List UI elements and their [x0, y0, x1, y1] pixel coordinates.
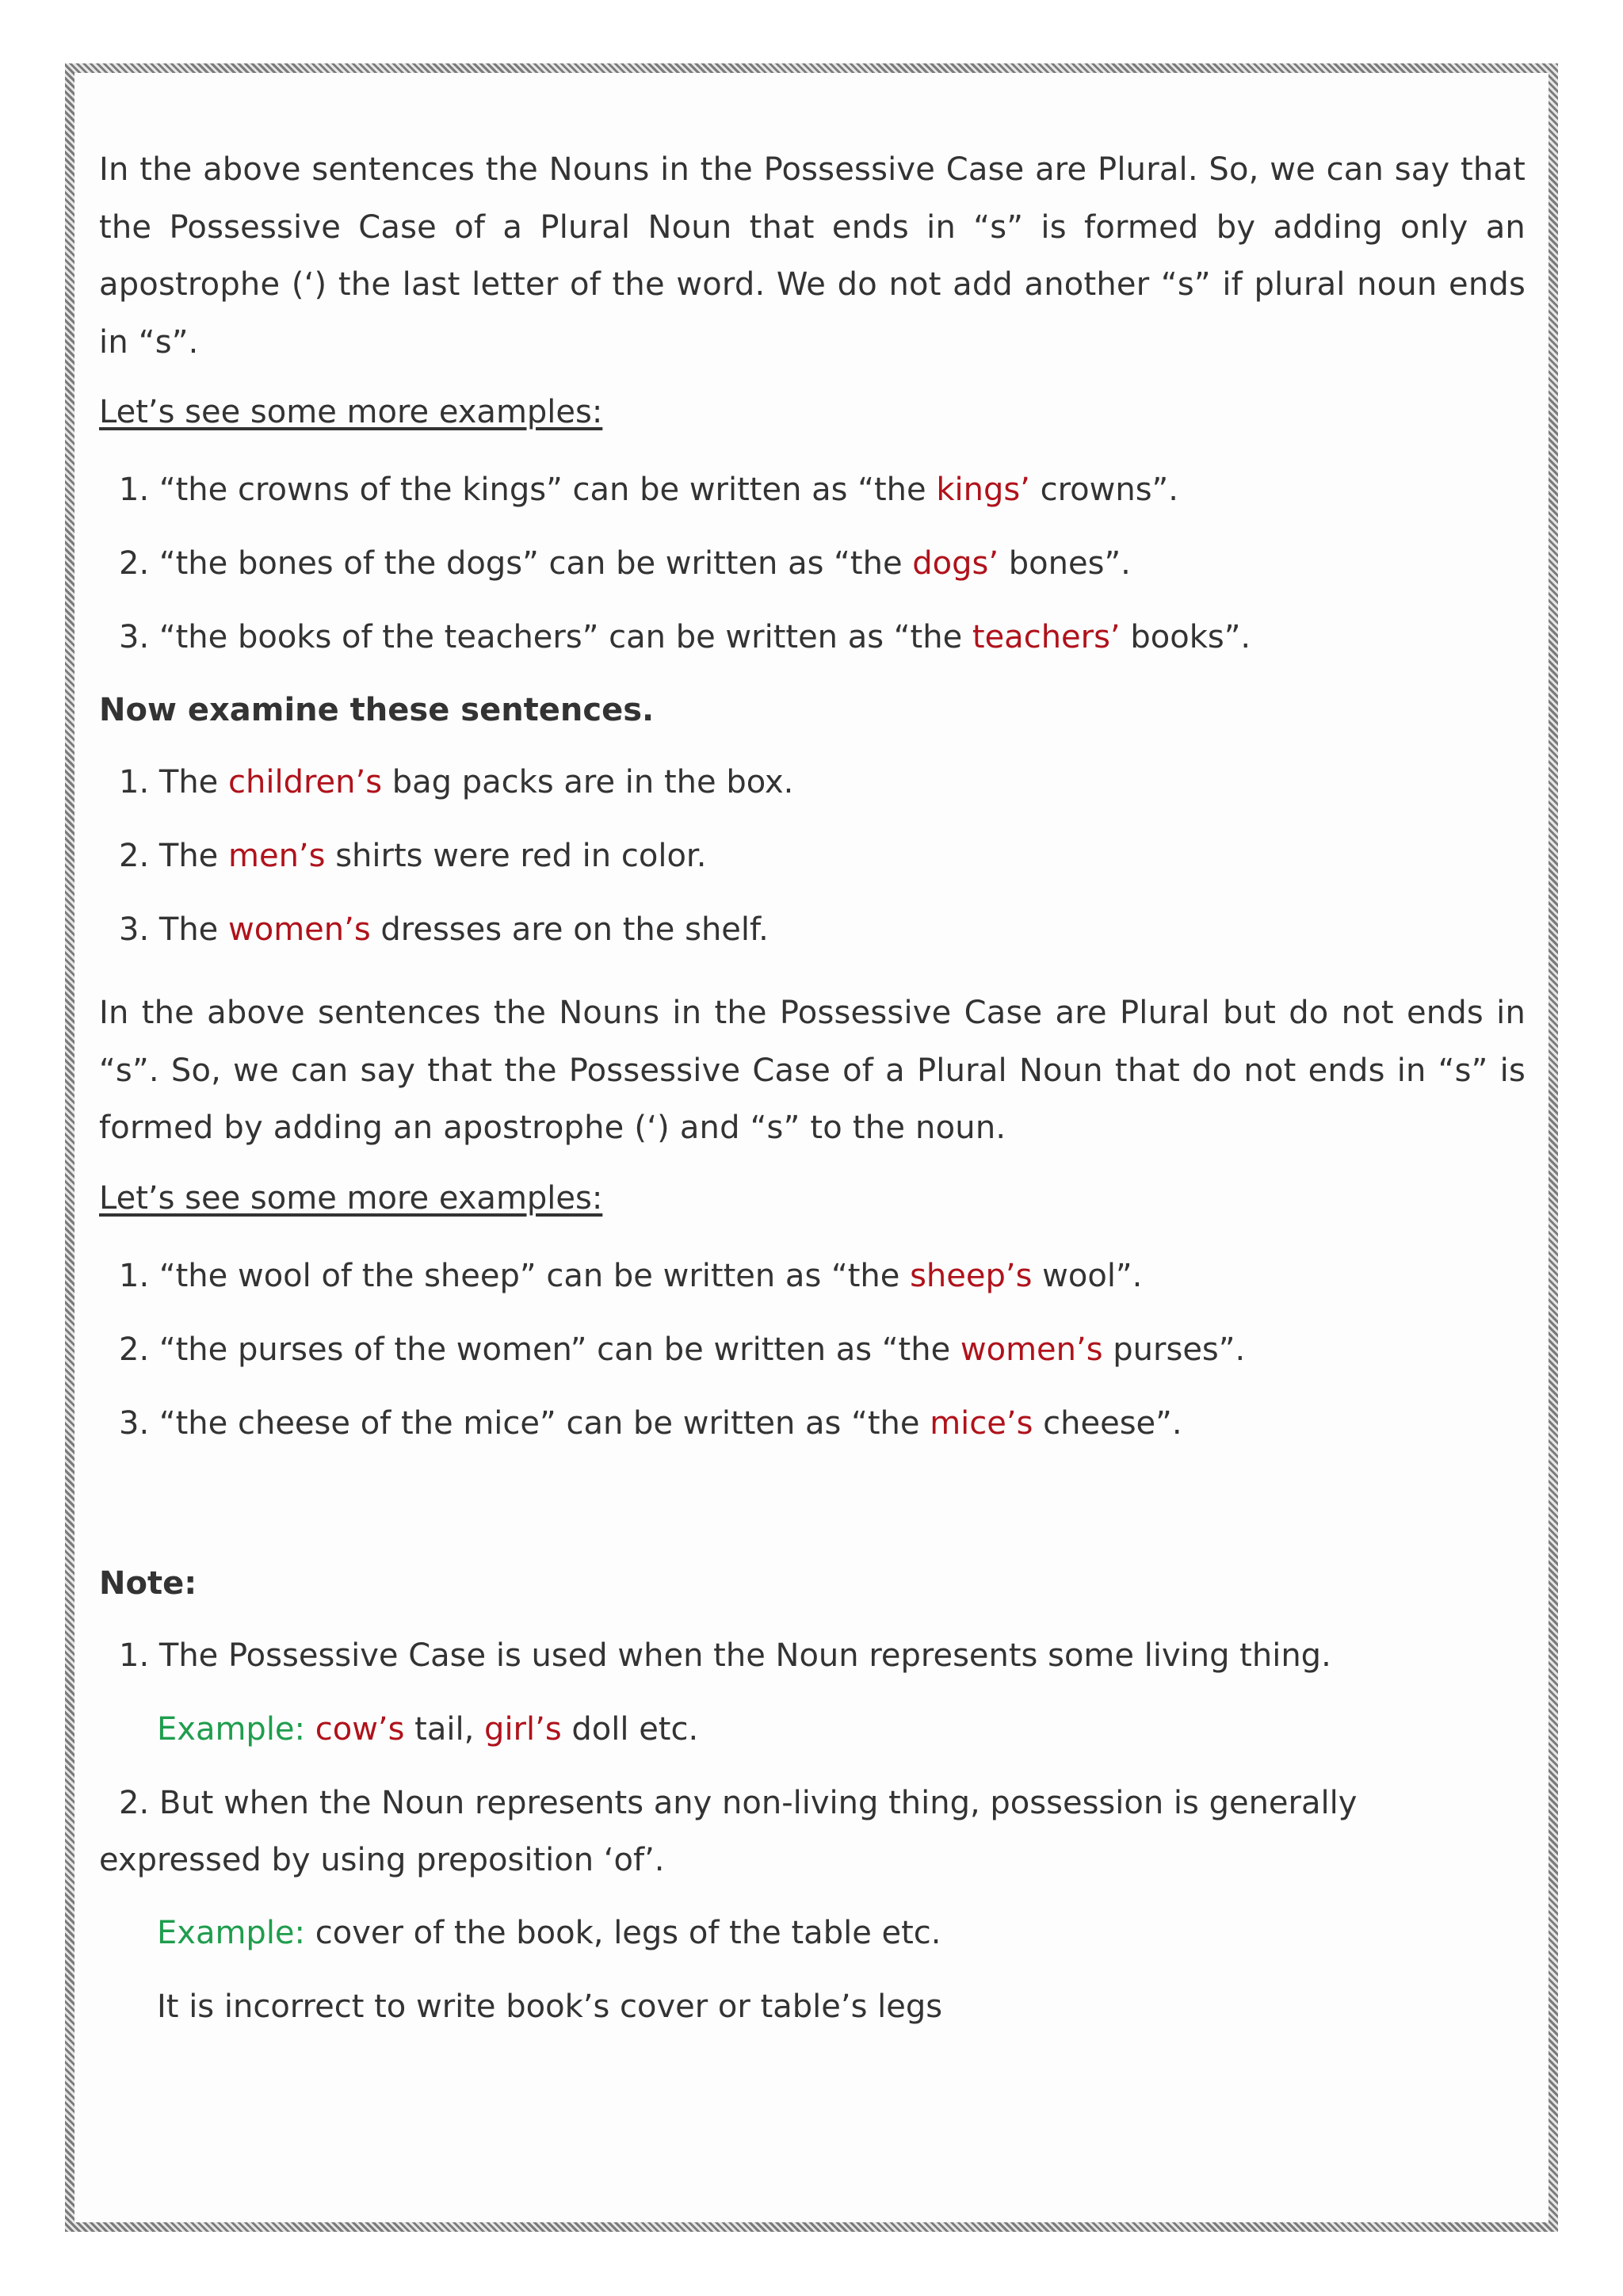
possessive-word: men’s	[228, 838, 326, 874]
possessive-word: kings’	[936, 472, 1030, 508]
note-incorrect-usage: It is incorrect to write book’s cover or table’s legs	[157, 1988, 943, 2025]
example-label: Example:	[157, 1710, 306, 1748]
list-item: 3. “the cheese of the mice” can be written as “the mice’s cheese”.	[119, 1404, 1182, 1442]
example-list-2	[99, 746, 1526, 967]
example-label: Example:	[157, 1914, 306, 1951]
note-heading: Note:	[99, 1564, 197, 1602]
note-item-2-line-1: 2. But when the Noun represents any non-living thing, possession is generally	[119, 1784, 1358, 1821]
list-item: 2. “the purses of the women” can be written as “the women’s purses”.	[119, 1331, 1246, 1368]
list-item: 1. “the wool of the sheep” can be written as “the sheep’s wool”.	[119, 1257, 1143, 1294]
examples-subheading-text: Let’s see some more examples:	[99, 394, 603, 430]
list-item: 3. “the books of the teachers” can be written as “the teachers’ books”.	[119, 619, 1251, 655]
examples-subheading-text: Let’s see some more examples:	[99, 1179, 603, 1217]
possessive-word: sheep’s	[910, 1257, 1033, 1294]
list-item: 1. “the crowns of the kings” can be written as “the kings’ crowns”.	[119, 472, 1178, 508]
list-item: 2. The men’s shirts were red in color.	[119, 838, 707, 874]
paragraph-plural-not-ending-in-s: In the above sentences the Nouns in the Possessive Case are Plural but do not ends in “s”. So, we can say that the Possessive Case of a Plural Noun that do not ends in “s” is formed by adding an apostrophe (‘) and “s” to the noun.	[99, 995, 1526, 1146]
example-list-1	[99, 453, 1526, 674]
paragraph-plural-ends-in-s: In the above sentences the Nouns in the Possessive Case are Plural. So, we can say that the Possessive Case of a Plural Noun that ends in “s” is formed by adding only an apostrophe (‘) the last letter of the word. We do not add another “s” if plural noun ends in “s”.	[99, 151, 1526, 361]
examples-subheading	[99, 384, 1526, 441]
note-section	[99, 1548, 1526, 2044]
examples-subheading	[99, 1170, 1526, 1227]
note-item-1: 1. The Possessive Case is used when the Noun represents some living thing.	[119, 1637, 1331, 1674]
possessive-word: children’s	[228, 764, 383, 800]
possessive-word: teachers’	[972, 619, 1121, 655]
note-example-1: Example: cow’s tail, girl’s doll etc.	[157, 1710, 699, 1748]
possessive-word: women’s	[228, 911, 371, 948]
note-item-2-line-2: expressed by using preposition ‘of’.	[99, 1841, 665, 1878]
list-item: 3. The women’s dresses are on the shelf.	[119, 911, 769, 948]
note-example-2: Example: cover of the book, legs of the table etc.	[157, 1914, 941, 1951]
example-list-3	[99, 1240, 1526, 1461]
list-item: 1. The children’s bag packs are in the box.	[119, 764, 794, 800]
possessive-word: dogs’	[912, 545, 999, 582]
section-heading: Now examine these sentences.	[99, 692, 655, 728]
possessive-word: women’s	[960, 1331, 1103, 1368]
possessive-word: mice’s	[930, 1404, 1033, 1442]
list-item: 2. “the bones of the dogs” can be written as “the dogs’ bones”.	[119, 545, 1131, 582]
document-body	[99, 141, 1526, 2044]
